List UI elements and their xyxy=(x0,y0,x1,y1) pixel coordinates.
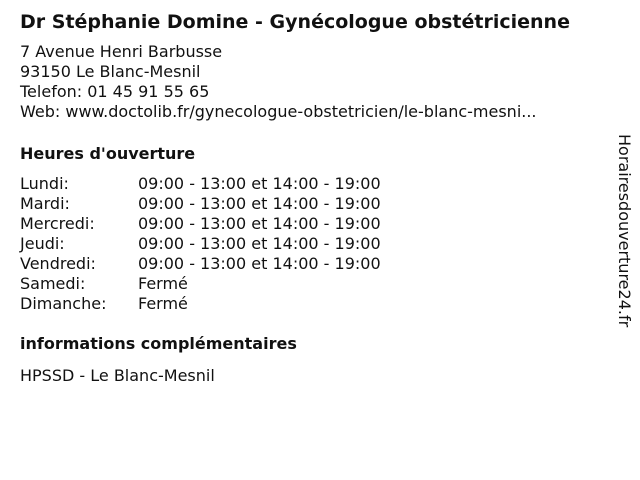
hours-row-tuesday xyxy=(20,194,605,214)
closed-label: Fermé xyxy=(138,274,188,293)
street-address: 7 Avenue Henri Barbusse xyxy=(20,42,223,61)
day-label: Mardi: xyxy=(20,194,70,213)
opening-hours-heading: Heures d'ouverture xyxy=(20,144,196,163)
time-range: 09:00 - 13:00 et 14:00 - 19:00 xyxy=(138,254,381,273)
time-range: 09:00 - 13:00 et 14:00 - 19:00 xyxy=(138,214,381,233)
closed-label: Fermé xyxy=(138,294,188,313)
day-label: Dimanche: xyxy=(20,294,107,313)
time-range: 09:00 - 13:00 et 14:00 - 19:00 xyxy=(138,234,381,253)
hours-row-thursday xyxy=(20,234,605,254)
website-link[interactable]: Web: www.doctolib.fr/gynecologue-obstetricien/le-blanc-mesni... xyxy=(20,102,537,121)
day-label: Samedi: xyxy=(20,274,86,293)
page-title: Dr Stéphanie Domine - Gynécologue obstétricienne xyxy=(20,11,570,33)
time-range: 09:00 - 13:00 et 14:00 - 19:00 xyxy=(138,194,381,213)
address-block xyxy=(20,42,605,122)
opening-hours-table xyxy=(20,174,605,314)
hours-row-sunday xyxy=(20,294,605,314)
time-range: 09:00 - 13:00 et 14:00 - 19:00 xyxy=(138,174,381,193)
listing-card xyxy=(20,8,605,386)
day-label: Lundi: xyxy=(20,174,69,193)
site-watermark: Horairesdouverture24.fr xyxy=(615,134,634,328)
phone-number: Telefon: 01 45 91 55 65 xyxy=(20,82,210,101)
hours-row-friday xyxy=(20,254,605,274)
day-label: Jeudi: xyxy=(20,234,65,253)
hours-row-wednesday xyxy=(20,214,605,234)
day-label: Mercredi: xyxy=(20,214,95,233)
day-label: Vendredi: xyxy=(20,254,96,273)
hours-row-monday xyxy=(20,174,605,194)
hours-row-saturday xyxy=(20,274,605,294)
city-postcode: 93150 Le Blanc-Mesnil xyxy=(20,62,201,81)
additional-info-heading: informations complémentaires xyxy=(20,334,297,353)
additional-info-text: HPSSD - Le Blanc-Mesnil xyxy=(20,366,215,385)
